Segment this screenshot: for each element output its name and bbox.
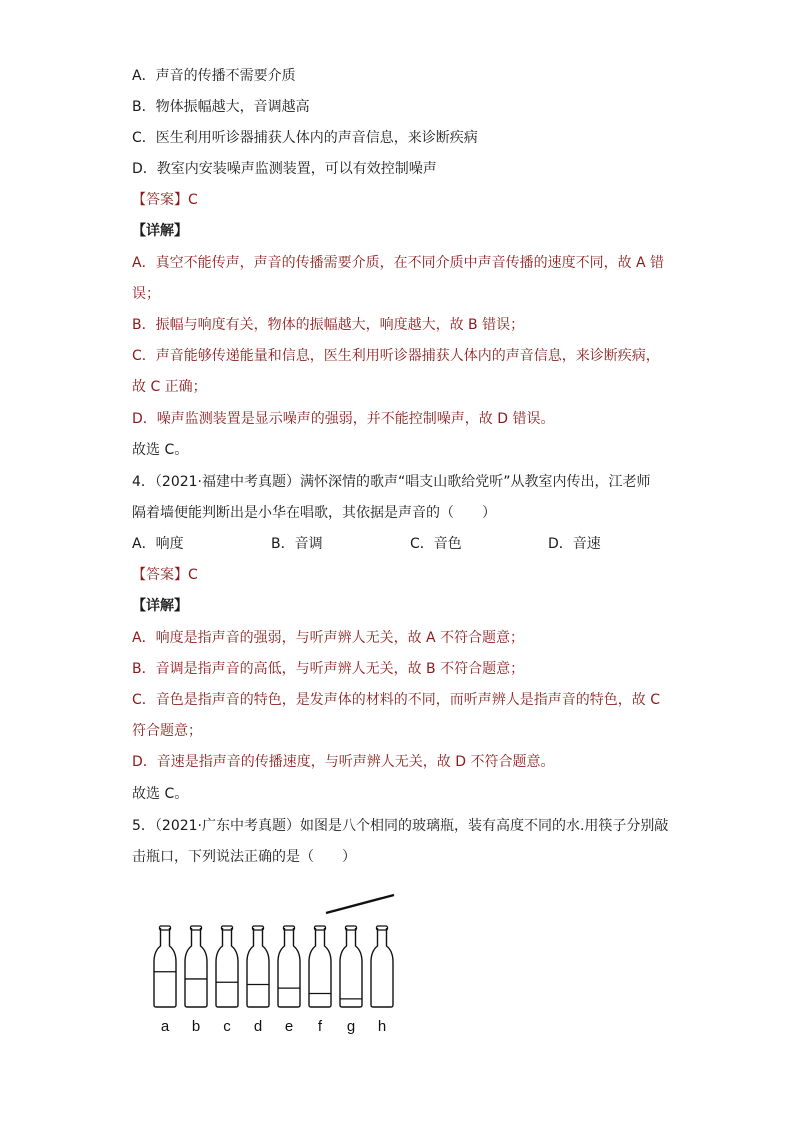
q4-detail-line: D．音速是指声音的传播速度，与听声辨人无关，故 D 不符合题意。 (132, 754, 555, 770)
bottle-label: h (377, 1018, 387, 1035)
bottle (340, 928, 362, 1007)
q4-detail-line: C．音色是指声音的特色，是发声体的材料的不同，而听声辨人是指声音的特色，故 C (132, 692, 660, 708)
bottle (154, 928, 176, 1007)
bottle (247, 928, 269, 1007)
bottle-label: d (253, 1018, 263, 1035)
q3-detail-line: B．振幅与响度有关，物体的振幅越大，响度越大，故 B 错误； (132, 317, 525, 333)
bottle (185, 928, 207, 1007)
bottle (309, 928, 331, 1007)
q3-option-c: C．医生利用听诊器捕获人体内的声音信息，来诊断疾病 (132, 130, 478, 146)
bottle (278, 928, 300, 1007)
q3-option-a: A．声音的传播不需要介质 (132, 68, 296, 84)
q4-stem-line: 4．（2021·福建中考真题）满怀深情的歌声“唱支山歌给党听”从教室内传出，江老师 (132, 474, 651, 490)
q3-answer: 【答案】C (132, 192, 198, 208)
q3-detail-line: 故 C 正确； (132, 379, 207, 395)
bottle (371, 928, 393, 1007)
q4-detail-heading: 【详解】 (132, 598, 188, 614)
q4-detail-line: 符合题意； (132, 723, 202, 739)
q3-detail-heading: 【详解】 (132, 223, 188, 239)
q3-detail-line: 误； (132, 286, 160, 302)
q5-stem-line: 5．（2021·广东中考真题）如图是八个相同的玻璃瓶，装有高度不同的水.用筷子分别敲 (132, 818, 669, 834)
q4-option-a: A．响度 (132, 536, 184, 552)
chopstick (326, 895, 394, 913)
bottle-label: e (284, 1018, 294, 1035)
bottle-label: a (160, 1018, 170, 1035)
q3-detail-line: A．真空不能传声，声音的传播需要介质，在不同介质中声音传播的速度不同，故 A 错 (132, 255, 665, 271)
q3-option-d: D．教室内安装噪声监测装置，可以有效控制噪声 (132, 161, 437, 177)
bottle-label: f (317, 1018, 323, 1035)
q4-option-c: C．音色 (410, 536, 462, 552)
q5-stem-line: 击瓶口，下列说法正确的是（ ） (132, 849, 356, 865)
bottle (216, 928, 238, 1007)
q4-detail-line: A．响度是指声音的强弱，与听声辨人无关，故 A 不符合题意； (132, 630, 525, 646)
bottle-label: b (191, 1018, 201, 1035)
q3-option-b: B．物体振幅越大，音调越高 (132, 99, 310, 115)
q4-detail-line: B．音调是指声音的高低，与听声辨人无关，故 B 不符合题意； (132, 661, 525, 677)
bottle-label: g (346, 1018, 356, 1035)
q4-option-b: B．音调 (271, 536, 323, 552)
bottle-label: c (223, 1018, 231, 1035)
q3-detail-line: D．噪声监测装置是显示噪声的强弱，并不能控制噪声，故 D 错误。 (132, 411, 555, 427)
q4-option-d: D．音速 (548, 536, 601, 552)
q3-detail-line: C．声音能够传递能量和信息，医生利用听诊器捕获人体内的声音信息，来诊断疾病， (132, 348, 660, 364)
q4-answer: 【答案】C (132, 567, 198, 583)
q4-stem-line: 隔着墙便能判断出是小华在唱歌，其依据是声音的（ ） (132, 505, 496, 521)
q3-conclusion: 故选 C。 (132, 442, 189, 458)
q4-conclusion: 故选 C。 (132, 786, 189, 802)
